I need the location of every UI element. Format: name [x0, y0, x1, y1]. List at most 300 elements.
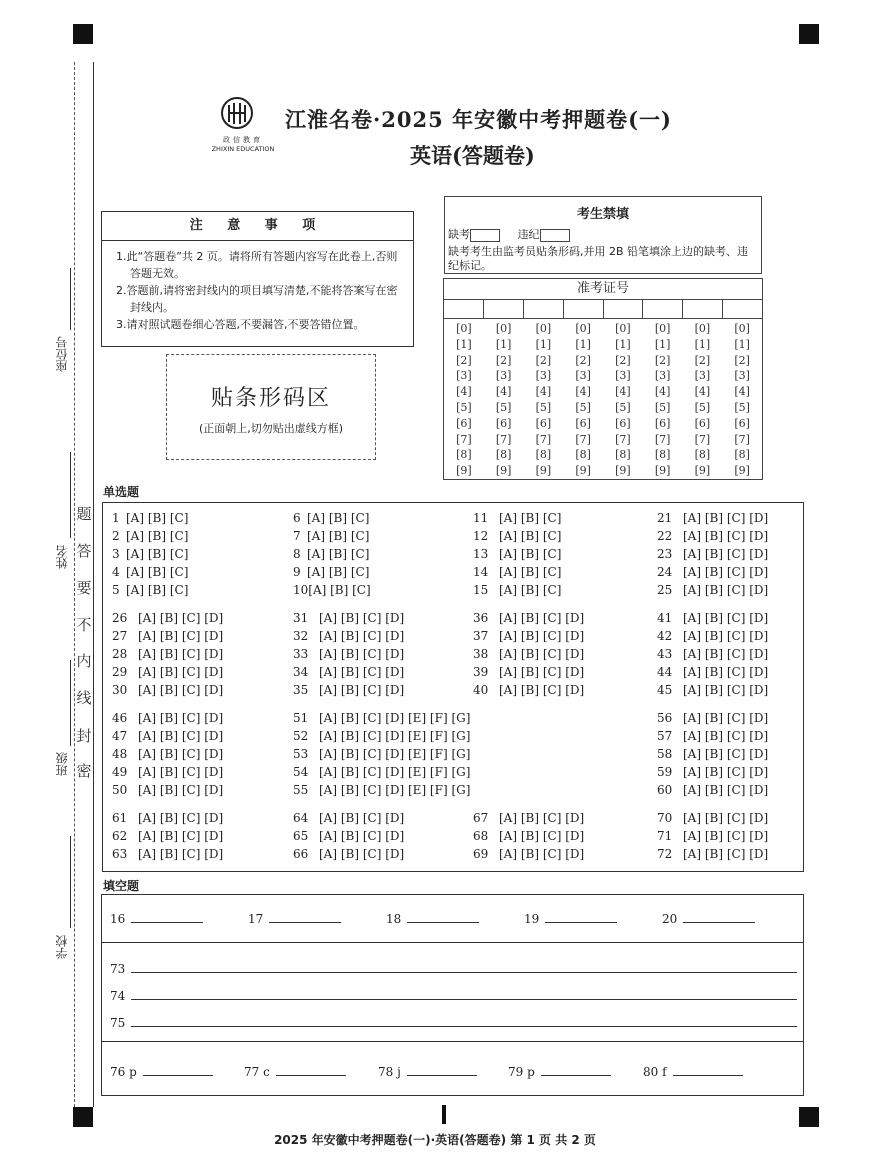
answer-options[interactable]: [A] [B] [C] [D] — [319, 829, 405, 843]
question-number: 34 — [293, 665, 309, 679]
answer-blank[interactable] — [131, 960, 797, 973]
mc-question[interactable] — [293, 565, 369, 579]
answer-options[interactable]: [A] [B] [C] [D] — [683, 829, 769, 843]
mc-question[interactable] — [293, 811, 404, 825]
exam-digit-bubble[interactable]: [9] — [654, 464, 671, 478]
exam-digit-bubble[interactable]: [2] — [495, 353, 512, 367]
exam-digit-bubble[interactable]: [0] — [734, 322, 750, 335]
absent-label: 缺考 — [448, 228, 470, 241]
answer-blank[interactable] — [131, 910, 203, 923]
fill-line-item — [110, 960, 797, 976]
exam-digit-bubble[interactable]: [7] — [575, 432, 591, 446]
mc-question[interactable] — [112, 665, 223, 679]
question-number: 63 — [112, 847, 128, 861]
mc-question[interactable] — [112, 711, 223, 725]
exam-digit-bubble[interactable]: [9] — [535, 464, 552, 478]
answer-blank[interactable] — [276, 1063, 346, 1076]
question-number: 53 — [293, 747, 309, 761]
answer-blank[interactable] — [407, 1063, 477, 1076]
exam-digit-bubble[interactable]: [2] — [734, 353, 750, 367]
exam-digit-bubble[interactable]: [9] — [615, 464, 631, 478]
exam-digit-bubble[interactable]: [2] — [535, 353, 552, 367]
exam-digit-bubble[interactable]: [3] — [495, 369, 512, 383]
answer-blank[interactable] — [143, 1063, 213, 1076]
answer-options[interactable]: [A] [B] [C] [D] — [138, 729, 224, 743]
mc-question[interactable] — [293, 665, 404, 679]
answer-options[interactable]: [A] [B] [C] [D] — [499, 665, 585, 679]
answer-options[interactable]: [A] [B] [C] [D] — [138, 711, 224, 725]
exam-digit-bubble[interactable]: [0] — [575, 322, 591, 335]
answer-blank[interactable] — [407, 910, 479, 923]
mc-question[interactable] — [293, 711, 470, 725]
answer-options[interactable]: [A] [B] [C] [D] [E] [F] [G] — [319, 711, 471, 725]
answer-options[interactable]: [A] [B] [C] — [307, 511, 370, 525]
exam-digit-bubble[interactable]: [0] — [456, 322, 472, 335]
mc-question[interactable] — [473, 847, 584, 861]
answer-options[interactable]: [A] [B] [C] [D] — [138, 611, 224, 625]
exam-digit-bubble[interactable]: [7] — [654, 432, 671, 446]
mc-question[interactable] — [112, 829, 223, 843]
exam-digit-bubble[interactable]: [3] — [734, 369, 750, 383]
answer-options[interactable]: [A] [B] [C] [D] — [499, 847, 585, 861]
exam-digit-bubble[interactable]: [6] — [535, 416, 552, 430]
exam-digit-bubble[interactable]: [6] — [734, 416, 750, 430]
mc-question[interactable] — [657, 511, 768, 525]
question-number: 2 — [112, 529, 120, 543]
exam-digit-bubble[interactable]: [8] — [654, 448, 671, 462]
mc-question[interactable] — [657, 765, 768, 779]
mc-question[interactable] — [293, 611, 404, 625]
mc-question[interactable] — [293, 729, 470, 743]
mc-question[interactable] — [657, 683, 768, 697]
mc-question[interactable] — [657, 811, 768, 825]
answer-options[interactable]: [A] [B] [C] [D] — [319, 811, 405, 825]
mc-question[interactable] — [657, 629, 768, 643]
exam-digit-bubble[interactable]: [5] — [456, 400, 472, 414]
question-number: 7 — [293, 529, 301, 543]
exam-digit-bubble[interactable]: [1] — [535, 337, 552, 351]
answer-options[interactable]: [A] [B] [C] [D] — [683, 847, 769, 861]
question-number: 9 — [293, 565, 301, 579]
question-number: 15 — [473, 583, 489, 597]
mc-question[interactable] — [293, 583, 371, 597]
mc-question[interactable] — [293, 529, 369, 543]
exam-digit-bubble[interactable]: [9] — [734, 464, 750, 478]
mc-question[interactable] — [293, 847, 404, 861]
exam-digit-bubble[interactable]: [5] — [495, 400, 512, 414]
exam-digit-bubble[interactable]: [8] — [734, 448, 750, 462]
question-number: 1 — [112, 511, 120, 525]
exam-digit-bubble[interactable]: [3] — [615, 369, 631, 383]
answer-options[interactable]: [A] [B] [C] [D] — [499, 611, 585, 625]
answer-options[interactable]: [A] [B] [C] [D] — [499, 629, 585, 643]
answer-blank[interactable] — [683, 910, 755, 923]
seal-char: 封 — [76, 727, 92, 745]
exam-digit-bubble[interactable]: [1] — [734, 337, 750, 351]
answer-options[interactable]: [A] [B] [C] — [126, 529, 189, 543]
answer-options[interactable]: [A] [B] [C] — [126, 547, 189, 561]
answer-options[interactable]: [A] [B] [C] [D] — [683, 529, 769, 543]
blank-number: 16 — [110, 912, 126, 926]
answer-options[interactable]: [A] [B] [C] — [126, 583, 189, 597]
answer-options[interactable]: [A] [B] [C] — [126, 511, 189, 525]
exam-digit-bubble[interactable]: [0] — [694, 322, 711, 335]
exam-digit-bubble[interactable]: [1] — [575, 337, 591, 351]
exam-digit-bubble[interactable]: [9] — [575, 464, 591, 478]
violation-checkbox[interactable] — [540, 229, 570, 242]
answer-options[interactable]: [A] [B] [C] — [126, 565, 189, 579]
barcode-note: (正面朝上,切勿贴出虚线方框) — [198, 422, 344, 435]
exam-digit-bubble[interactable]: [7] — [535, 432, 552, 446]
fill-word-item — [508, 1063, 611, 1079]
question-number: 40 — [473, 683, 489, 697]
answer-options[interactable]: [A] [B] [C] — [307, 565, 370, 579]
question-number: 5 — [112, 583, 120, 597]
question-number: 42 — [657, 629, 673, 643]
answer-options[interactable]: [A] [B] [C] [D] [E] [F] [G] — [319, 765, 471, 779]
answer-options[interactable]: [A] [B] [C] [D] [E] [F] [G] — [319, 783, 471, 797]
answer-options[interactable]: [A] [B] [C] [D] — [683, 611, 769, 625]
alignment-mark-top-left — [73, 24, 93, 44]
answer-options[interactable]: [A] [B] [C] [D] [E] [F] [G] — [319, 729, 471, 743]
mc-question[interactable] — [293, 629, 404, 643]
exam-digit-bubble[interactable]: [3] — [535, 369, 552, 383]
mc-question[interactable] — [293, 511, 369, 525]
exam-digit-bubble[interactable]: [5] — [734, 400, 750, 414]
mc-question[interactable] — [112, 765, 223, 779]
seat-number-label: 座位号 — [55, 336, 69, 372]
mc-question[interactable] — [657, 547, 768, 561]
answer-blank[interactable] — [545, 910, 617, 923]
mc-section-label: 单选题 — [103, 485, 140, 499]
question-number: 41 — [657, 611, 673, 625]
answer-options[interactable]: [A] [B] [C] [D] — [683, 629, 769, 643]
mc-question[interactable] — [473, 511, 561, 525]
answer-options[interactable]: [A] [B] [C] — [499, 583, 562, 597]
mc-question[interactable] — [112, 683, 223, 697]
answer-options[interactable]: [A] [B] [C] [D] — [683, 511, 769, 525]
mc-question[interactable] — [293, 647, 404, 661]
fill-blank-item — [248, 910, 341, 926]
exam-digit-bubble[interactable]: [0] — [535, 322, 552, 335]
exam-digit-bubble[interactable]: [7] — [734, 432, 750, 446]
fill-word-item — [643, 1063, 743, 1079]
answer-options[interactable]: [A] [B] [C] [D] — [683, 547, 769, 561]
question-number: 25 — [657, 583, 673, 597]
exam-digit-bubble[interactable]: [2] — [575, 353, 591, 367]
exam-digit-bubble[interactable]: [5] — [535, 400, 552, 414]
exam-digit-bubble[interactable]: [1] — [694, 337, 711, 351]
seal-char: 密 — [76, 762, 92, 780]
question-number: 14 — [473, 565, 489, 579]
question-number: 37 — [473, 629, 489, 643]
exam-digit-bubble[interactable]: [8] — [535, 448, 552, 462]
mc-question[interactable] — [112, 783, 223, 797]
exam-digit-bubble[interactable]: [4] — [456, 385, 472, 399]
exam-digit-bubble[interactable]: [1] — [495, 337, 512, 351]
answer-options[interactable]: [A] [B] [C] [D] — [683, 747, 769, 761]
exam-digit-bubble[interactable]: [4] — [495, 385, 512, 399]
exam-digit-bubble[interactable]: [8] — [456, 448, 472, 462]
exam-digit-bubble[interactable]: [3] — [456, 369, 472, 383]
seat-number-field[interactable] — [70, 268, 71, 330]
exam-number-write-cells[interactable] — [444, 300, 762, 319]
exam-digit-bubble[interactable]: [6] — [694, 416, 711, 430]
exam-digit-bubble[interactable]: [5] — [615, 400, 631, 414]
question-number: 52 — [293, 729, 309, 743]
mc-question[interactable] — [293, 747, 470, 761]
mc-question[interactable] — [657, 783, 768, 797]
exam-digit-bubble[interactable]: [3] — [694, 369, 711, 383]
exam-digit-bubble[interactable]: [0] — [654, 322, 671, 335]
exam-digit-bubble[interactable]: [7] — [495, 432, 512, 446]
question-number: 71 — [657, 829, 673, 843]
answer-blank[interactable] — [131, 987, 797, 1000]
notice-item: 1.此“答题卷”共 2 页。请将所有答题内容写在此卷上,否则答题无效。 — [116, 250, 398, 280]
name-field[interactable] — [70, 452, 71, 538]
blank-number: 78 j — [378, 1065, 401, 1079]
mc-question[interactable] — [112, 583, 188, 597]
exam-digit-bubble[interactable]: [2] — [615, 353, 631, 367]
mc-question[interactable] — [657, 747, 768, 761]
exam-digit-bubble[interactable]: [9] — [456, 464, 472, 478]
answer-options[interactable]: [A] [B] [C] — [308, 583, 371, 597]
exam-digit-bubble[interactable]: [4] — [575, 385, 591, 399]
answer-blank[interactable] — [673, 1063, 743, 1076]
mc-question[interactable] — [657, 829, 768, 843]
exam-digit-bubble[interactable]: [4] — [654, 385, 671, 399]
answer-options[interactable]: [A] [B] [C] [D] — [138, 829, 224, 843]
exam-digit-bubble[interactable]: [2] — [456, 353, 472, 367]
exam-digit-bubble[interactable]: [5] — [654, 400, 671, 414]
exam-digit-bubble[interactable]: [7] — [615, 432, 631, 446]
mc-question[interactable] — [473, 665, 584, 679]
exam-digit-bubble[interactable]: [6] — [575, 416, 591, 430]
exam-digit-bubble[interactable]: [3] — [575, 369, 591, 383]
exam-digit-bubble[interactable]: [9] — [495, 464, 512, 478]
mc-question[interactable] — [473, 811, 584, 825]
mc-question[interactable] — [112, 647, 223, 661]
answer-options[interactable]: [A] [B] [C] [D] — [319, 683, 405, 697]
mc-question[interactable] — [112, 529, 188, 543]
exam-digit-bubble[interactable]: [3] — [654, 369, 671, 383]
exam-digit-bubble[interactable]: [7] — [456, 432, 472, 446]
barcode-area[interactable] — [166, 354, 376, 460]
blank-number: 20 — [662, 912, 678, 926]
answer-options[interactable]: [A] [B] [C] [D] — [683, 729, 769, 743]
answer-options[interactable]: [A] [B] [C] [D] — [683, 783, 769, 797]
fill-blank-item — [386, 910, 479, 926]
mc-question[interactable] — [657, 847, 768, 861]
exam-digit-bubble[interactable]: [6] — [456, 416, 472, 430]
question-number: 32 — [293, 629, 309, 643]
blank-number: 19 — [524, 912, 540, 926]
exam-digit-bubble[interactable]: [9] — [694, 464, 711, 478]
mc-question[interactable] — [112, 611, 223, 625]
mc-question[interactable] — [112, 565, 188, 579]
answer-options[interactable]: [A] [B] [C] [D] — [499, 811, 585, 825]
answer-options[interactable]: [A] [B] [C] [D] — [138, 647, 224, 661]
absent-checkbox[interactable] — [470, 229, 500, 242]
answer-blank[interactable] — [541, 1063, 611, 1076]
mc-question[interactable] — [293, 547, 369, 561]
answer-options[interactable]: [A] [B] [C] [D] — [319, 629, 405, 643]
exam-digit-column — [683, 319, 723, 479]
exam-digit-bubble[interactable]: [0] — [495, 322, 512, 335]
answer-options[interactable]: [A] [B] [C] [D] — [138, 783, 224, 797]
exam-digit-bubble[interactable]: [5] — [694, 400, 711, 414]
mc-question[interactable] — [473, 647, 584, 661]
mc-question[interactable] — [473, 529, 561, 543]
exam-digit-bubble[interactable]: [8] — [694, 448, 711, 462]
mc-question[interactable] — [293, 683, 404, 697]
question-number: 65 — [293, 829, 309, 843]
answer-options[interactable]: [A] [B] [C] [D] — [138, 847, 224, 861]
answer-options[interactable]: [A] [B] [C] [D] — [138, 683, 224, 697]
answer-options[interactable]: [A] [B] [C] [D] — [499, 683, 585, 697]
answer-options[interactable]: [A] [B] [C] [D] — [499, 647, 585, 661]
answer-options[interactable]: [A] [B] [C] — [499, 529, 562, 543]
mc-question[interactable] — [473, 565, 561, 579]
exam-digit-bubble[interactable]: [1] — [654, 337, 671, 351]
question-number: 64 — [293, 811, 309, 825]
exam-digit-bubble[interactable]: [2] — [654, 353, 671, 367]
exam-digit-bubble[interactable]: [8] — [495, 448, 512, 462]
logo-english: ZHIXIN EDUCATION — [211, 145, 275, 153]
prohibited-note: 缺考考生由监考员贴条形码,并用 2B 铅笔填涂上边的缺考、违纪标记。 — [448, 245, 749, 272]
mc-question[interactable] — [112, 811, 223, 825]
mc-question[interactable] — [293, 765, 470, 779]
notice-title: 注 意 事 项 — [102, 212, 413, 241]
exam-digit-bubble[interactable]: [8] — [575, 448, 591, 462]
mc-question[interactable] — [473, 611, 584, 625]
question-number: 28 — [112, 647, 128, 661]
blank-number: 18 — [386, 912, 402, 926]
mc-question[interactable] — [112, 629, 223, 643]
question-number: 6 — [293, 511, 301, 525]
page-footer: 2025 年安徽中考押题卷(一)·英语(答题卷) 第 1 页 共 2 页 — [274, 1133, 596, 1147]
answer-options[interactable]: [A] [B] [C] [D] — [499, 829, 585, 843]
mc-question[interactable] — [657, 711, 768, 725]
notice-box — [101, 211, 414, 347]
mc-question[interactable] — [657, 647, 768, 661]
answer-options[interactable]: [A] [B] [C] [D] — [683, 565, 769, 579]
exam-digit-bubble[interactable]: [6] — [615, 416, 631, 430]
exam-digit-bubble[interactable]: [4] — [694, 385, 711, 399]
violation-label: 违纪 — [517, 228, 540, 241]
mc-question[interactable] — [112, 547, 188, 561]
mc-question[interactable] — [293, 783, 470, 797]
answer-options[interactable]: [A] [B] [C] [D] — [138, 765, 224, 779]
exam-digit-bubble[interactable]: [0] — [615, 322, 631, 335]
question-number: 56 — [657, 711, 673, 725]
answer-options[interactable]: [A] [B] [C] — [499, 511, 562, 525]
mc-question[interactable] — [473, 629, 584, 643]
seal-char: 内 — [76, 652, 92, 670]
page-subtitle: 英语(答题卷) — [410, 143, 535, 168]
exam-digit-bubble[interactable]: [5] — [575, 400, 591, 414]
answer-options[interactable]: [A] [B] [C] [D] [E] [F] [G] — [319, 747, 471, 761]
question-number: 62 — [112, 829, 128, 843]
answer-options[interactable]: [A] [B] [C] [D] — [683, 647, 769, 661]
answer-options[interactable]: [A] [B] [C] [D] — [138, 811, 224, 825]
answer-options[interactable]: [A] [B] [C] [D] — [683, 683, 769, 697]
question-number: 47 — [112, 729, 128, 743]
mc-question[interactable] — [473, 583, 561, 597]
class-field[interactable] — [70, 660, 71, 746]
mc-question[interactable] — [473, 683, 584, 697]
answer-options[interactable]: [A] [B] [C] [D] — [683, 711, 769, 725]
answer-options[interactable]: [A] [B] [C] [D] — [319, 665, 405, 679]
mc-question[interactable] — [293, 829, 404, 843]
answer-options[interactable]: [A] [B] [C] [D] — [319, 647, 405, 661]
answer-options[interactable]: [A] [B] [C] [D] — [319, 611, 405, 625]
school-field[interactable] — [70, 836, 71, 928]
mc-question[interactable] — [657, 529, 768, 543]
answer-options[interactable]: [A] [B] [C] — [499, 547, 562, 561]
answer-options[interactable]: [A] [B] [C] [D] — [683, 583, 769, 597]
name-label: 姓名 — [55, 545, 69, 569]
question-number: 22 — [657, 529, 673, 543]
notice-item: 2.答题前,请将密封线内的项目填写清楚,不能将答案写在密封线内。 — [116, 284, 398, 314]
answer-options[interactable]: [A] [B] [C] [D] — [683, 765, 769, 779]
question-number: 43 — [657, 647, 673, 661]
blank-number: 74 — [110, 989, 126, 1003]
exam-digit-bubble[interactable]: [7] — [694, 432, 711, 446]
mc-question[interactable] — [112, 729, 223, 743]
mc-question[interactable] — [112, 847, 223, 861]
answer-options[interactable]: [A] [B] [C] — [307, 529, 370, 543]
barcode-title: 贴条形码区 — [210, 386, 331, 411]
question-number: 21 — [657, 511, 673, 525]
answer-options[interactable]: [A] [B] [C] — [307, 547, 370, 561]
mc-question[interactable] — [657, 729, 768, 743]
mc-question[interactable] — [657, 611, 768, 625]
exam-digit-bubble[interactable]: [4] — [535, 385, 552, 399]
question-number: 8 — [293, 547, 301, 561]
answer-options[interactable]: [A] [B] [C] [D] — [138, 747, 224, 761]
exam-digit-bubble[interactable]: [6] — [495, 416, 512, 430]
mc-question[interactable] — [657, 665, 768, 679]
exam-digit-bubble[interactable]: [8] — [615, 448, 631, 462]
center-mark — [442, 1105, 446, 1124]
exam-digit-bubble[interactable]: [6] — [654, 416, 671, 430]
answer-blank[interactable] — [269, 910, 341, 923]
question-number: 4 — [112, 565, 120, 579]
answer-options[interactable]: [A] [B] [C] [D] — [319, 847, 405, 861]
mc-question[interactable] — [657, 565, 768, 579]
mc-question[interactable] — [473, 829, 584, 843]
answer-options[interactable]: [A] [B] [C] — [499, 565, 562, 579]
answer-blank[interactable] — [131, 1014, 797, 1027]
exam-digit-bubble[interactable]: [4] — [734, 385, 750, 399]
answer-options[interactable]: [A] [B] [C] [D] — [138, 665, 224, 679]
mc-question[interactable] — [112, 747, 223, 761]
question-number: 72 — [657, 847, 673, 861]
exam-digit-bubble[interactable]: [2] — [694, 353, 711, 367]
question-number: 29 — [112, 665, 128, 679]
mc-question[interactable] — [657, 583, 768, 597]
exam-digit-bubble[interactable]: [1] — [456, 337, 472, 351]
exam-digit-bubble[interactable]: [1] — [615, 337, 631, 351]
mc-question[interactable] — [473, 547, 561, 561]
answer-options[interactable]: [A] [B] [C] [D] — [683, 665, 769, 679]
answer-options[interactable]: [A] [B] [C] [D] — [138, 629, 224, 643]
exam-digit-bubble[interactable]: [4] — [615, 385, 631, 399]
mc-question[interactable] — [112, 511, 188, 525]
answer-options[interactable]: [A] [B] [C] [D] — [683, 811, 769, 825]
seal-char: 答 — [76, 542, 92, 560]
